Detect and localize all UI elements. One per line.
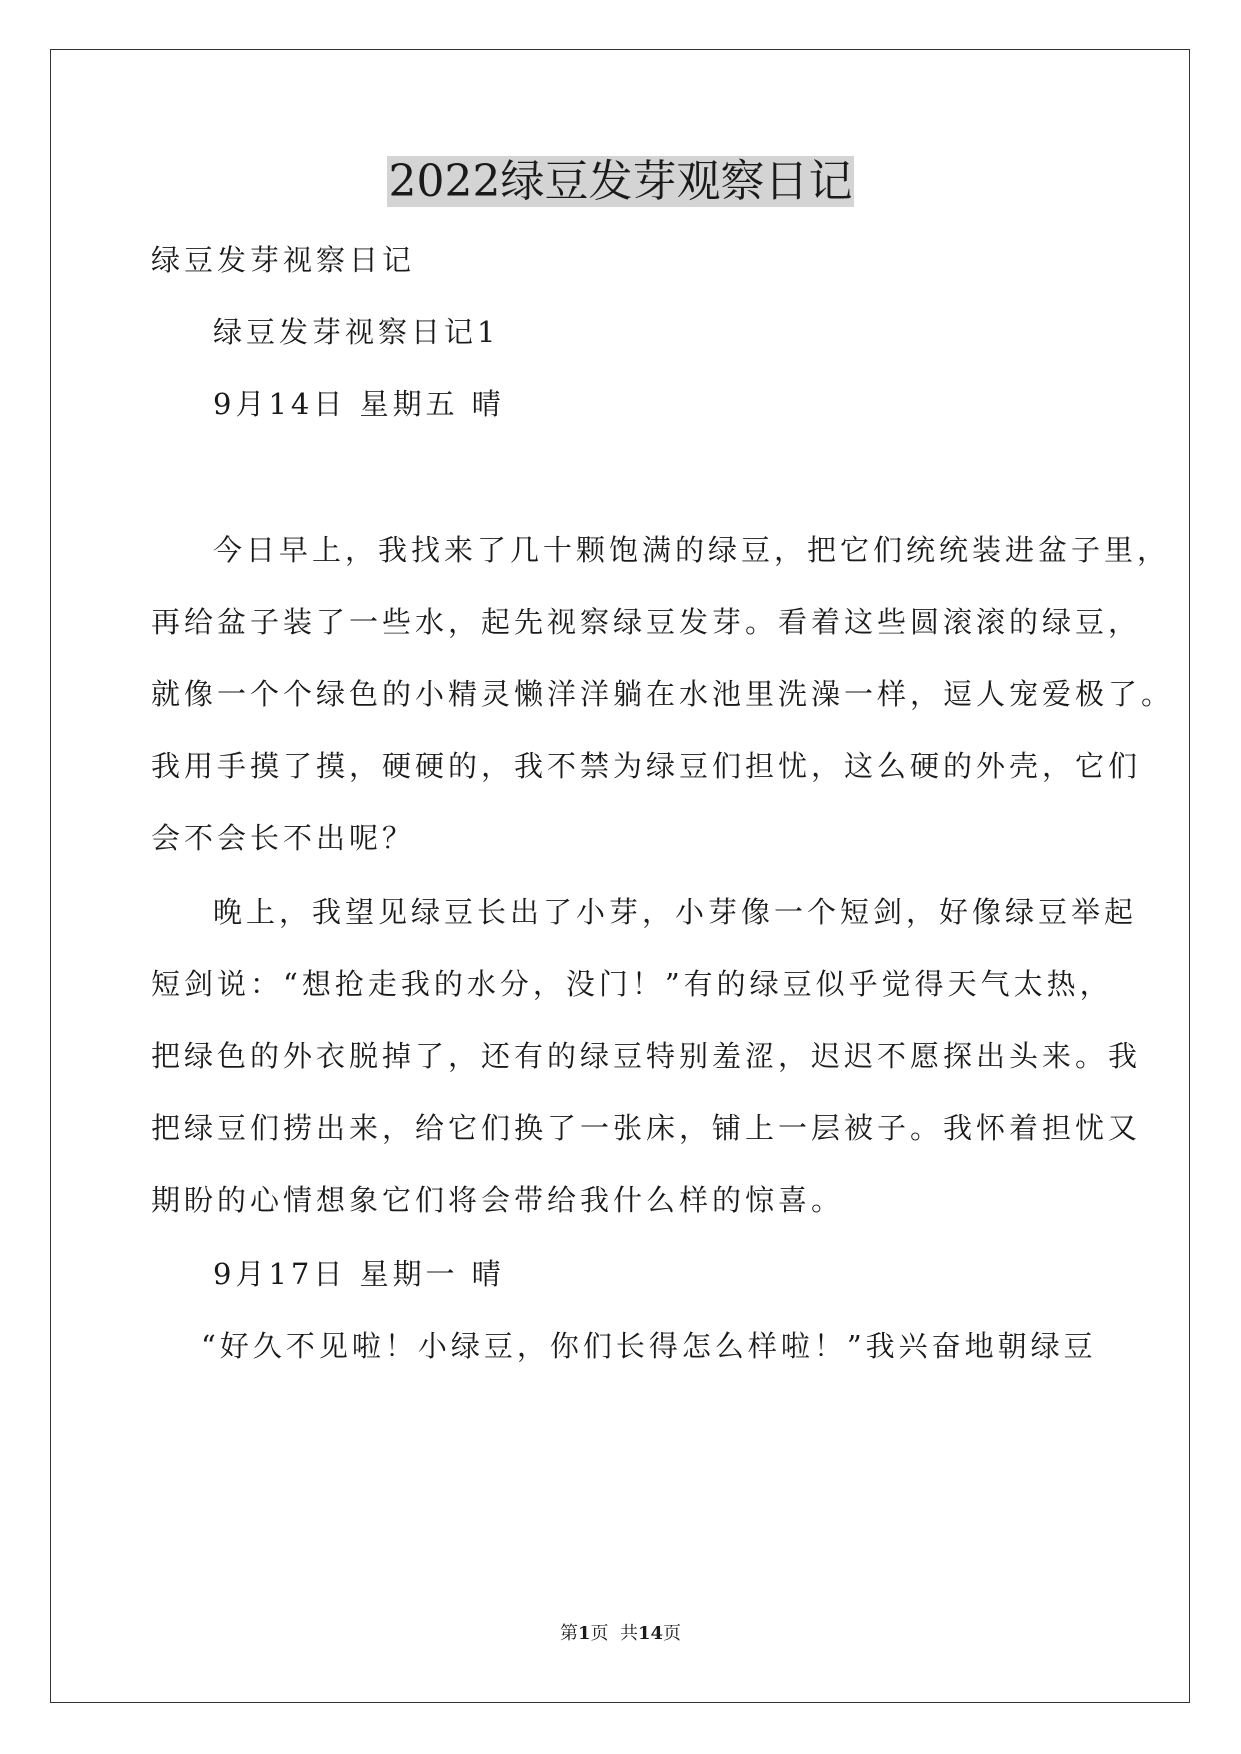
footer-suffix: 页	[663, 1623, 682, 1644]
entry-date-2: 9月17日 星期一 晴	[213, 1257, 505, 1291]
subtitle: 绿豆发芽视察日记	[151, 243, 416, 277]
paragraph-line: 会不会长不出呢？	[151, 821, 416, 855]
footer-total-pages: 14	[637, 1623, 664, 1644]
paragraph-line: 再给盆子装了一些水，起先视察绿豆发芽。看着这些圆滚滚的绿豆，	[151, 605, 1142, 639]
paragraph-line: 晚上，我望见绿豆长出了小芽，小芽像一个短剑，好像绿豆举起	[213, 895, 1138, 929]
footer-mid: 页 共	[590, 1623, 638, 1644]
title-text: 2022绿豆发芽观察日记	[388, 156, 853, 207]
footer-prefix: 第	[559, 1623, 578, 1644]
paragraph-line: 把绿豆们捞出来，给它们换了一张床，铺上一层被子。我怀着担忧又	[151, 1111, 1142, 1145]
paragraph-line: 期盼的心情想象它们将会带给我什么样的惊喜。	[151, 1183, 845, 1217]
paragraph-line: 今日早上，我找来了几十颗饱满的绿豆，把它们统统装进盆子里，	[213, 533, 1171, 567]
paragraph-line: 把绿色的外衣脱掉了，还有的绿豆特别羞涩，迟迟不愿探出头来。我	[151, 1039, 1142, 1073]
footer-current-page: 1	[577, 1623, 591, 1644]
paragraph-line: 短剑说：“想抢走我的水分，没门！”有的绿豆似乎觉得天气太热，	[151, 967, 1113, 1001]
section-heading: 绿豆发芽视察日记1	[213, 315, 500, 349]
page-footer	[0, 1622, 1241, 1646]
paragraph-line: 就像一个个绿色的小精灵懒洋洋躺在水池里洗澡一样，逗人宠爱极了。	[151, 677, 1175, 711]
paragraph-line: “好久不见啦！小绿豆，你们长得怎么样啦！”我兴奋地朝绿豆	[201, 1329, 1097, 1363]
page-border	[50, 49, 1190, 1703]
entry-date-1: 9月14日 星期五 晴	[213, 387, 505, 421]
paragraph-line: 我用手摸了摸，硬硬的，我不禁为绿豆们担忧，这么硬的外壳，它们	[151, 749, 1142, 783]
document-title	[0, 152, 1241, 212]
